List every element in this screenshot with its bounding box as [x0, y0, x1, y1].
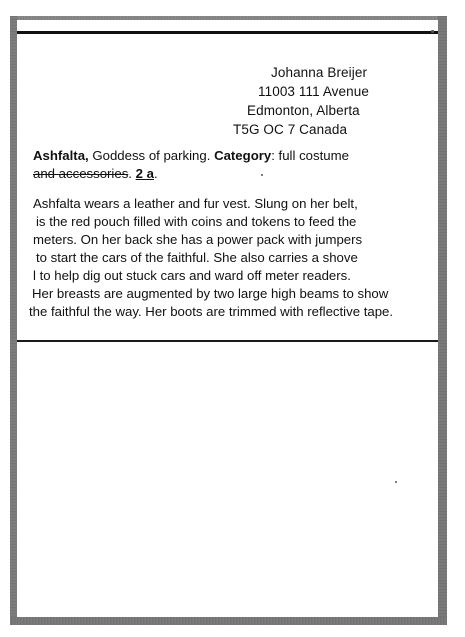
description-line: is the red pouch filled with coins and tokens to feed the [36, 214, 357, 229]
entry-heading [33, 147, 433, 183]
entry-line-2 [33, 165, 433, 183]
description-line: l to help dig out stuck cars and ward off meter readers. [33, 268, 351, 283]
scan-speck [261, 174, 263, 176]
entry-code-tail: . [153, 166, 158, 181]
entry-subtitle: Goddess of parking. [88, 148, 215, 163]
scan-border-bottom [10, 617, 447, 625]
address-city: Edmonton, Alberta [247, 103, 360, 118]
description-line: meters. On her back she has a power pack with jumpers [33, 232, 363, 247]
entry-code: 2 a [135, 166, 154, 181]
entry-title: Ashfalta, [33, 148, 89, 163]
category-value: : full costume [271, 148, 349, 163]
top-rule [17, 31, 438, 34]
description-line: Her breasts are augmented by two large high beams to show [32, 286, 389, 301]
scan-speck [431, 30, 434, 33]
entry-line-1 [33, 147, 433, 165]
address-postal: T5G OC 7 Canada [233, 122, 348, 137]
address-name: Johanna Breijer [271, 65, 368, 80]
entry-line2-tail: . [128, 166, 136, 181]
address-street: 11003 111 Avenue [258, 84, 369, 99]
category-label: Category [214, 148, 272, 163]
entry-line2-text: and accessories [33, 166, 129, 181]
section-divider [17, 340, 438, 342]
description-line: Ashfalta wears a leather and fur vest. Slung on her belt, [33, 196, 358, 211]
description-paragraph [29, 195, 439, 321]
description-line: to start the cars of the faithful. She also carries a shove [36, 250, 358, 265]
scan-border-right [438, 16, 447, 624]
description-line: the faithful the way. Her boots are trimmed with reflective tape. [29, 304, 394, 319]
scan-border-top [10, 16, 447, 20]
scan-speck [395, 481, 397, 483]
scan-border-left [10, 16, 17, 624]
